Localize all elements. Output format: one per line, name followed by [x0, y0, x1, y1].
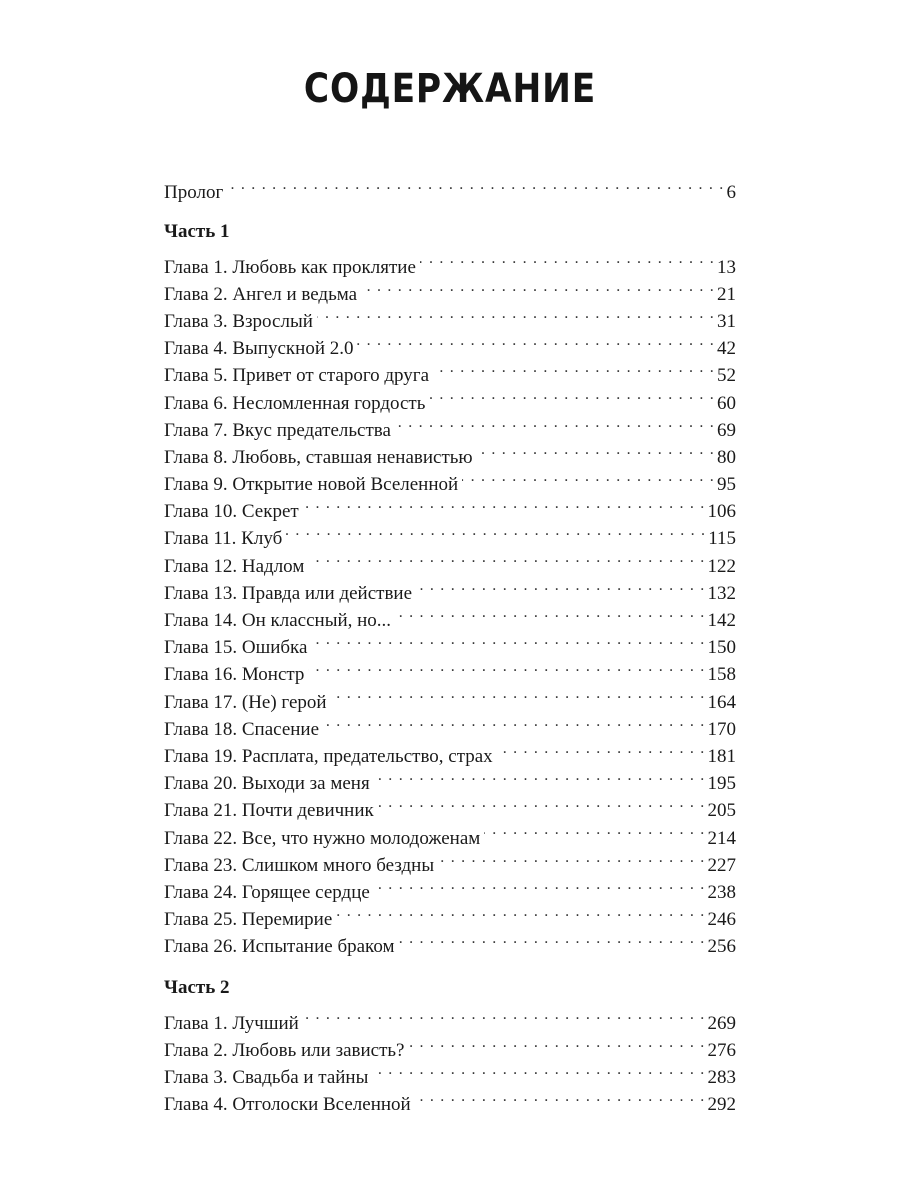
dot-leader: [323, 708, 705, 735]
dot-leader: [331, 680, 706, 707]
dot-leader: [420, 245, 715, 272]
dot-leader: [477, 436, 715, 463]
dot-leader: [395, 409, 715, 436]
toc-entry-label: Глава 4. Выпускной 2.0: [164, 338, 354, 360]
dot-leader: [374, 871, 706, 898]
toc-entry-label: Глава 15. Ошибка: [164, 637, 308, 659]
toc-entry-label: Глава 6. Несломленная гордость: [164, 392, 426, 414]
table-of-contents: [164, 171, 736, 1116]
toc-entry-page: 246: [707, 909, 736, 931]
toc-entry-label: Пролог: [164, 182, 224, 204]
section-gap: [164, 198, 736, 218]
dot-leader: [308, 653, 705, 680]
toc-entry-page: 276: [707, 1039, 736, 1061]
toc-entry-page: 122: [707, 555, 736, 577]
dot-leader: [227, 171, 724, 198]
toc-entry-page: 195: [707, 773, 736, 795]
dot-leader: [395, 599, 705, 626]
toc-entry-label: Глава 2. Ангел и ведьма: [164, 283, 358, 305]
toc-entry-label: Глава 22. Все, что нужно молодоженам: [164, 827, 481, 849]
toc-entry-page: 52: [717, 365, 736, 387]
toc-entry-label: Глава 21. Почти девичник: [164, 800, 374, 822]
toc-entry-page: 42: [717, 338, 736, 360]
toc-entry-page: 60: [717, 392, 736, 414]
toc-entry-page: 21: [717, 283, 736, 305]
toc-entry-page: 269: [707, 1012, 736, 1034]
toc-entry-label: Глава 26. Испытание браком: [164, 936, 395, 958]
toc-entry-page: 158: [707, 664, 736, 686]
toc-entry-label: Глава 1. Любовь как проклятие: [164, 256, 416, 278]
toc-entry-label: Глава 4. Отголоски Вселенной: [164, 1094, 411, 1116]
toc-entry-label: Глава 7. Вкус предательства: [164, 419, 391, 441]
dot-leader: [462, 463, 715, 490]
dot-leader: [497, 735, 706, 762]
toc-entry-label: Глава 12. Надлом: [164, 555, 305, 577]
toc-entry-page: 181: [707, 745, 736, 767]
dot-leader: [303, 1001, 706, 1028]
toc-entry-page: 142: [707, 610, 736, 631]
dot-leader: [357, 327, 715, 354]
dot-leader: [378, 789, 706, 816]
dot-leader: [416, 572, 705, 599]
toc-entry-page: 106: [707, 501, 736, 523]
toc-entry-page: 150: [707, 637, 736, 659]
toc-entry-label: Глава 11. Клуб: [164, 528, 283, 550]
dot-leader: [317, 300, 715, 327]
toc-entry-page: 227: [707, 854, 736, 876]
dot-leader: [311, 626, 705, 653]
dot-leader: [286, 517, 706, 544]
toc-entry[interactable]: [164, 245, 736, 278]
toc-entry-label: Глава 20. Выходи за меня: [164, 773, 370, 795]
dot-leader: [308, 544, 705, 571]
toc-entry[interactable]: [164, 1001, 736, 1034]
toc-entry-page: 6: [726, 182, 736, 204]
dot-leader: [336, 898, 705, 925]
toc-entry-label: Глава 25. Перемирие: [164, 909, 333, 931]
parts-list: [164, 198, 736, 1116]
dot-leader: [374, 762, 706, 789]
toc-entry-page: 31: [717, 310, 736, 332]
toc-entry-label: Глава 24. Горящее сердце: [164, 881, 370, 903]
toc-entry-page: 205: [707, 800, 736, 822]
toc-entry-label: Глава 8. Любовь, ставшая ненавистью: [164, 446, 473, 468]
toc-entry-page: 115: [708, 528, 736, 550]
dot-leader: [303, 490, 706, 517]
toc-entry-label: Глава 3. Свадьба и тайны: [164, 1067, 369, 1088]
toc-entry-label: Глава 13. Правда или действие: [164, 582, 413, 604]
toc-entry-page: 95: [717, 474, 736, 496]
toc-entry-page: 214: [707, 827, 736, 849]
toc-entry-label: Глава 5. Привет от старого друга: [164, 365, 430, 387]
toc-entry-label: Глава 16. Монстр: [164, 664, 305, 686]
dot-leader: [484, 816, 705, 843]
dot-leader: [398, 925, 705, 952]
toc-entry-label: Глава 19. Расплата, предательство, страх: [164, 745, 493, 767]
dot-leader: [429, 381, 715, 408]
toc-entry-page: 80: [717, 446, 736, 468]
toc-entry-page: 292: [707, 1094, 736, 1116]
toc-entry-label: Глава 23. Слишком много бездны: [164, 854, 435, 876]
toc-entry-label: Глава 3. Взрослый: [164, 310, 313, 332]
toc-entry-page: 283: [707, 1067, 736, 1088]
toc-entry-page: 170: [707, 718, 736, 740]
toc-entry-label: Глава 18. Спасение: [164, 718, 320, 740]
dot-leader: [372, 1056, 705, 1083]
toc-entry-page: 13: [717, 256, 736, 278]
dot-leader: [438, 844, 705, 871]
toc-entry-label: Глава 17. (Не) герой: [164, 691, 327, 713]
toc-entry-page: 132: [707, 582, 736, 604]
toc-entry-page: 164: [707, 691, 736, 713]
toc-entry-label: Глава 9. Открытие новой Вселенной: [164, 474, 459, 496]
toc-entry-page: 69: [717, 419, 736, 441]
part-heading: Часть 1: [164, 221, 230, 243]
toc-entry-label: Глава 14. Он классный, но...: [164, 610, 392, 631]
dot-leader: [433, 354, 715, 381]
toc-entry-page: 256: [707, 936, 736, 958]
toc-entry-label: Глава 10. Секрет: [164, 501, 299, 523]
toc-entry-label: Глава 2. Любовь или зависть?: [164, 1039, 405, 1061]
toc-entry-prologue[interactable]: [164, 171, 736, 204]
toc-entry-page: 238: [707, 881, 736, 903]
dot-leader: [409, 1029, 706, 1056]
toc-entry-label: Глава 1. Лучший: [164, 1012, 299, 1034]
dot-leader: [415, 1083, 706, 1110]
page-title: СОДЕРЖАНИЕ: [303, 66, 597, 112]
dot-leader: [361, 273, 715, 300]
part-heading: Часть 2: [164, 977, 230, 999]
